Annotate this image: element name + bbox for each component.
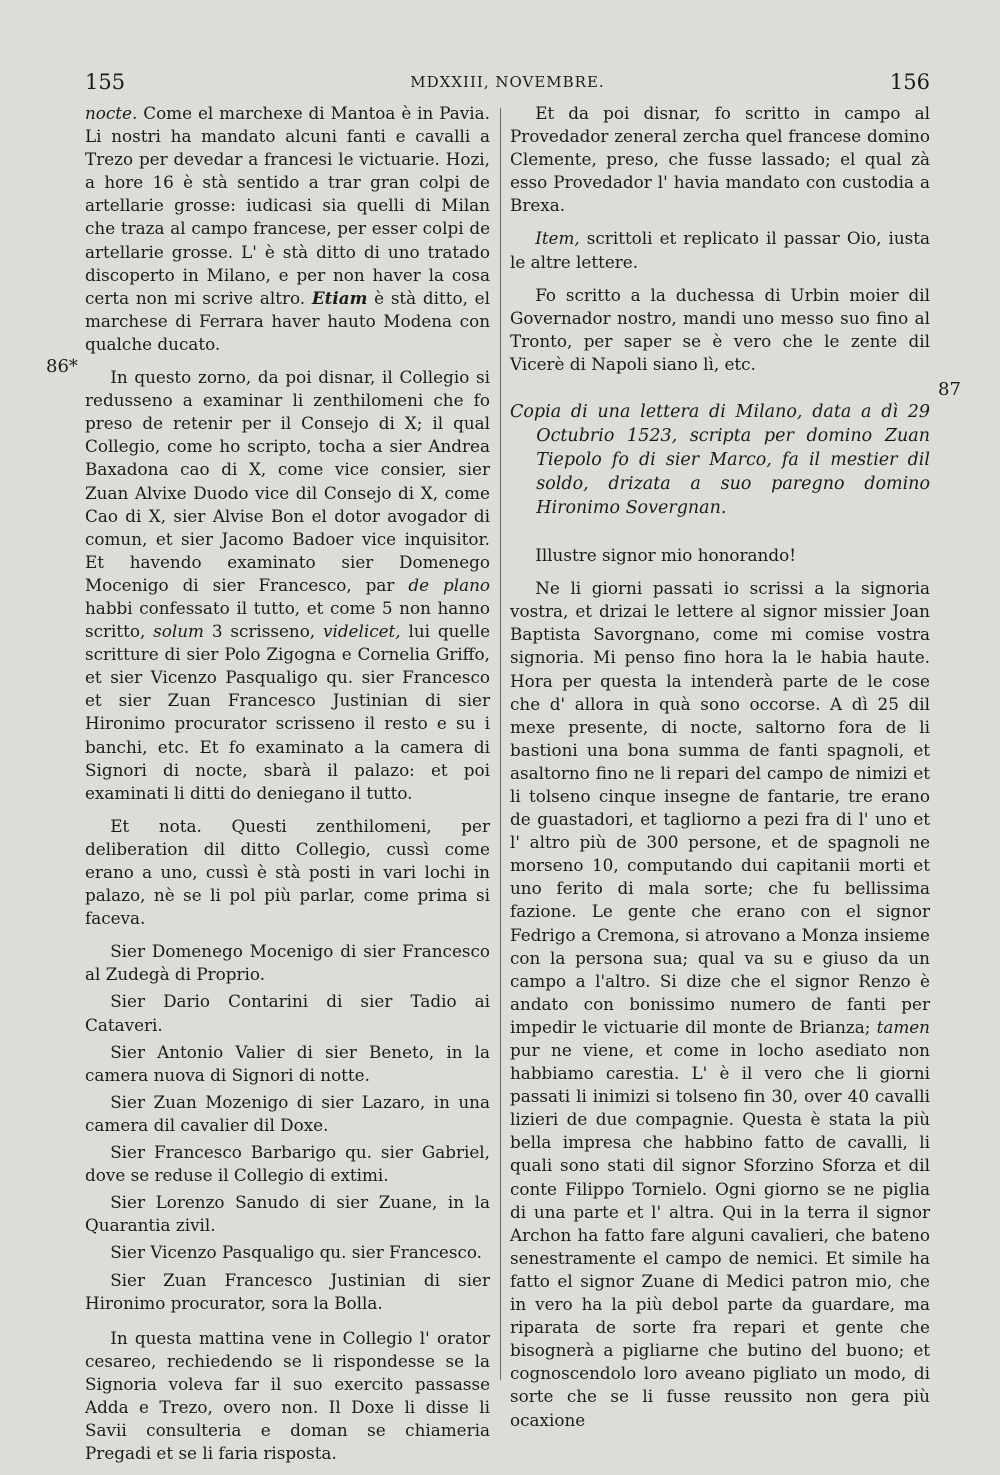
italic-text-run: videlicet, xyxy=(322,621,401,642)
italic-text-run: Item, xyxy=(535,228,580,249)
letter-salutation: Illustre signor mio honorando! xyxy=(535,545,796,566)
column-divider xyxy=(500,108,501,1380)
italic-text-run: de plano xyxy=(408,574,490,595)
right-paragraph-3: Fo scritto a la duchessa di Urbin moier dil Governador nostro, mandi uno messo suo fino al Tronto, per saper se è vero che le zente dil Vicerè di Napoli siano lì, etc. xyxy=(510,284,930,374)
italic-text-run: Etiam xyxy=(311,287,368,308)
left-page-number: 155 xyxy=(85,70,126,94)
italic-text-run: solum xyxy=(153,621,204,642)
text-run: lui quelle scritture di sier Polo Zigogna e Cornelia Griffo, et sier Vicenzo Pasqualigo qu. sier Francesco et sier Zuan Francesco Justinian di sier Hironimo procurator scrisseno il resto e su i banchi, etc. Et fo examinato a la camera di Signori di nocte, sbarà il palazo: et poi examinati li ditti do deniegano il tutto. xyxy=(85,621,490,803)
left-paragraph-3: Et nota. Questi zenthilomeni, per deliberation dil ditto Collegio, cussì come erano a uno, cussì è stà posti in vari lochi in palazo, nè se li pol più parlar, come prima si faceva. xyxy=(85,815,490,929)
margin-mark-left: 86* xyxy=(46,356,78,377)
list-item: Sier Zuan Mozenigo di sier Lazaro, in una camera dil cavalier dil Doxe. xyxy=(85,1091,490,1135)
right-column xyxy=(510,102,930,1442)
list-item: Sier Dario Contarini di sier Tadio ai Cataveri. xyxy=(85,991,490,1035)
margin-mark-right: 87 xyxy=(938,379,961,400)
right-page-number: 156 xyxy=(889,70,930,94)
text-run: Ne li giorni passati io scrissi a la signoria vostra, et drizai le lettere al signor missier Joan Baptista Savorgnano, come mi comise vostra signoria. Mi penso fino hora la le habia haute. Hora per questa la intenderà parte de le cose che d' allora in quà sono occorse. A dì 25 dil mexe presente, di nocte, saltorno fora de li bastioni una bona summa de fanti spagnoli, et asaltorno fino ne li repari del campo de nimizi et li tolseno cinque insegne de fantarie, tre erano de guastadori, et tagliorno a pezi fra di l' uno et l' altro più de 300 persone, et de spagnoli ne morseno 10, computando dui capitanii morti et uno ferito di mala sorte; che fu bellissima fazione. Le gente che erano con el signor Fedrigo a Cremona, si atrovano a Monza insieme con la persona sua; qual va su e giuso da un campo a l'altro. Si dize che el signor Renzo è andato con bonissimo numero de fanti per impedir le victuarie dil monte de Brianza; xyxy=(510,578,930,1037)
list-item: Sier Vicenzo Pasqualigo qu. sier Francesco. xyxy=(110,1242,483,1263)
text-run: è stà ditto, el marchese di Ferrara haver hauto Modena con qualche ducato. xyxy=(85,287,490,354)
list-item: Sier Domenego Mocenigo di sier Francesco al Zudegà di Proprio. xyxy=(85,941,490,985)
running-head: MDXXIII, NOVEMBRE. xyxy=(410,73,605,91)
page-header xyxy=(85,70,930,100)
left-column xyxy=(85,102,490,1475)
list-item: Sier Zuan Francesco Justinian di sier Hironimo procurator, sora la Bolla. xyxy=(85,1269,490,1313)
right-paragraph-2 xyxy=(510,227,930,273)
text-run: Come el marchexe di Mantoa è in Pavia. Li nostri ha mandato alcuni fanti e cavalli a Trezo per devedar a francesi le victuarie. Hozi, a hore 16 è stà sentido a trar gran colpi de artellarie grosse: iudicasi sia quelli di Milan che traza al campo francese, per esser colpi de artellarie grosse. L' è stà ditto di uno tratado discoperto in Milano, e per non haver la cosa certa non mi scrive altro. xyxy=(85,103,490,308)
text-run: 3 scrisseno, xyxy=(203,621,323,642)
list-item: Sier Lorenzo Sanudo di sier Zuane, in la Quarantia zivil. xyxy=(85,1192,490,1236)
left-paragraph-1 xyxy=(85,102,490,356)
letter-body xyxy=(510,577,930,1431)
left-paragraph-2 xyxy=(85,366,490,805)
text-run: scrittoli et replicato il passar Oio, iusta le altre lettere. xyxy=(510,228,930,272)
text-run: habbi confessato il tutto, et come 5 non hanno scritto, xyxy=(85,597,490,642)
detention-list xyxy=(85,940,490,1314)
letter-heading: Copia di una lettera di Milano, data a dì 29 Octubrio 1523, scripta per domino Zuan Tiepolo fo di sier Marco, fa il mestier dil soldo, drizata a suo paregno domino Hironimo Sovergnan. xyxy=(510,402,930,519)
text-run: pur ne viene, et come in locho asediato non habbiamo carestia. L' è il vero che li giorni passati li inimizi si tolseno fin 30, over 40 cavalli lizieri de due compagnie. Questa è stata la più bella impresa che habbino fatto de cavalli, li quali sono stati dil signor Sforzino Sforza et dil conte Filippo Tornielo. Ogni giorno se ne piglia di una parte et l' altra. Qui in la terra il signor Archon ha fatto fare alguni cavalieri, che bateno senestramente el campo de nemici. Et simile ha fatto el signor Zuane di Medici patron mio, che in vero ha la più debol parte da guardare, ma riparata de sorte fra repari et gente che bisognerà a pigliarne che butino del buono; et cognoscendolo loro aveano pigliato un modo, di sorte che se li fusse reussito non gera più ocaxione xyxy=(510,1040,930,1430)
right-paragraph-1: Et da poi disnar, fo scritto in campo al Provedador zeneral zercha quel francese domino Clemente, preso, che fusse lassado; el qual zà esso Provedador l' havia mandato con custodia a Brexa. xyxy=(510,103,930,216)
list-item: Sier Francesco Barbarigo qu. sier Gabriel, dove se reduse il Collegio di extimi. xyxy=(85,1142,490,1186)
left-paragraph-4: In questa mattina vene in Collegio l' orator cesareo, rechiedendo se li rispondesse se la Signoria voleva far il suo exercito passasse Adda e Trezo, overo non. Il Doxe li disse li Savii consulteria e doman se chiameria Pregadi et se li faria risposta. xyxy=(85,1327,490,1464)
list-item: Sier Antonio Valier di sier Beneto, in la camera nuova di Signori di notte. xyxy=(85,1041,490,1085)
italic-text-run: nocte. xyxy=(85,103,138,123)
text-run: In questo zorno, da poi disnar, il Collegio si redusseno a examinar li zenthilomeni che fo preso de retenir per il Consejo di X; il qual Collegio, come ho scripto, tocha a sier Andrea Baxadona cao di X, come vice consier, sier Zuan Alvixe Duodo vice dil Consejo di X, come Cao di X, sier Alvise Bon el dotor avogador di comun, et sier Jacomo Badoer vice inquisitor. Et havendo examinato sier Domenego Mocenigo di sier Francesco, par xyxy=(85,367,490,595)
italic-text-run: tamen xyxy=(876,1016,930,1037)
